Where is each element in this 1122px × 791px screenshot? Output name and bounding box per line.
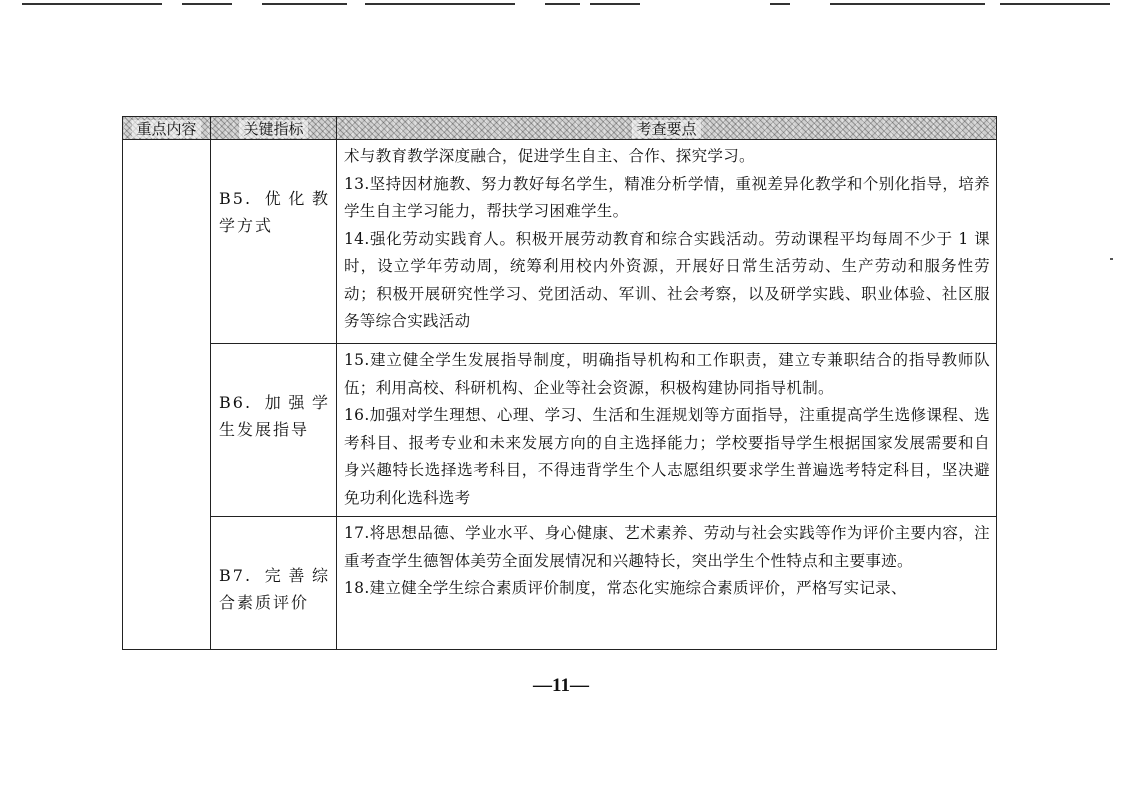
indicator-cell-b5: B5. 优化教学方式 bbox=[211, 140, 337, 344]
scan-speck bbox=[1110, 258, 1113, 260]
points-cell-b6 bbox=[337, 344, 997, 517]
table-row bbox=[123, 517, 997, 650]
evaluation-table bbox=[122, 116, 997, 650]
point-text: 15.建立健全学生发展指导制度，明确指导机构和工作职责，建立专兼职结合的指导教师队伍；利用高校、科研机构、企业等社会资源，积极构建协同指导机制。 bbox=[344, 351, 990, 397]
header-key-indicator: 关键指标 bbox=[211, 117, 337, 140]
point-text: 17.将思想品德、学业水平、身心健康、艺术素养、劳动与社会实践等作为评价主要内容，注重考查学生德智体美劳全面发展情况和兴趣特长，突出学生个性特点和主要事迹。 bbox=[344, 524, 990, 570]
points-cell-b5 bbox=[337, 140, 997, 344]
point-text: 术与教育教学深度融合，促进学生自主、合作、探究学习。 bbox=[344, 147, 755, 165]
scan-artifact-top bbox=[0, 0, 1122, 8]
point-text: 14.强化劳动实践育人。积极开展劳动教育和综合实践活动。劳动课程平均每周不少于 1 课时，设立学年劳动周，统筹利用校内外资源，开展好日常生活劳动、生产劳动和服务性劳动；积极开展研究性学习、党团活动、军训、社会考察，以及研学实践、职业体验、社区服务等综合实践活动 bbox=[344, 229, 990, 330]
point-text: 18.建立健全学生综合素质评价制度，常态化实施综合素质评价，严格写实记录、 bbox=[344, 579, 907, 597]
points-cell-b7 bbox=[337, 517, 997, 650]
point-text: 16.加强对学生理想、心理、学习、生活和生涯规划等方面指导，注重提高学生选修课程、选考科目、报考专业和未来发展方向的自主选择能力；学校要指导学生根据国家发展需要和自身兴趣特长选择选考科目，不得违背学生个人志愿组织要求学生普遍选考特定科目，坚决避免功利化选科选考 bbox=[344, 406, 990, 507]
header-check-points: 考查要点 bbox=[337, 117, 997, 140]
table-row bbox=[123, 140, 997, 344]
page-number: —11— bbox=[533, 675, 589, 696]
point-text: 13.坚持因材施教、努力教好每名学生，精准分析学情，重视差异化教学和个别化指导，培养学生自主学习能力，帮扶学习困难学生。 bbox=[344, 174, 990, 220]
header-key-content: 重点内容 bbox=[123, 117, 211, 140]
key-content-cell bbox=[123, 140, 211, 650]
table-row bbox=[123, 344, 997, 517]
indicator-cell-b6: B6. 加强学生发展指导 bbox=[211, 344, 337, 517]
indicator-cell-b7: B7. 完善综合素质评价 bbox=[211, 517, 337, 650]
table-header-row bbox=[123, 117, 997, 140]
